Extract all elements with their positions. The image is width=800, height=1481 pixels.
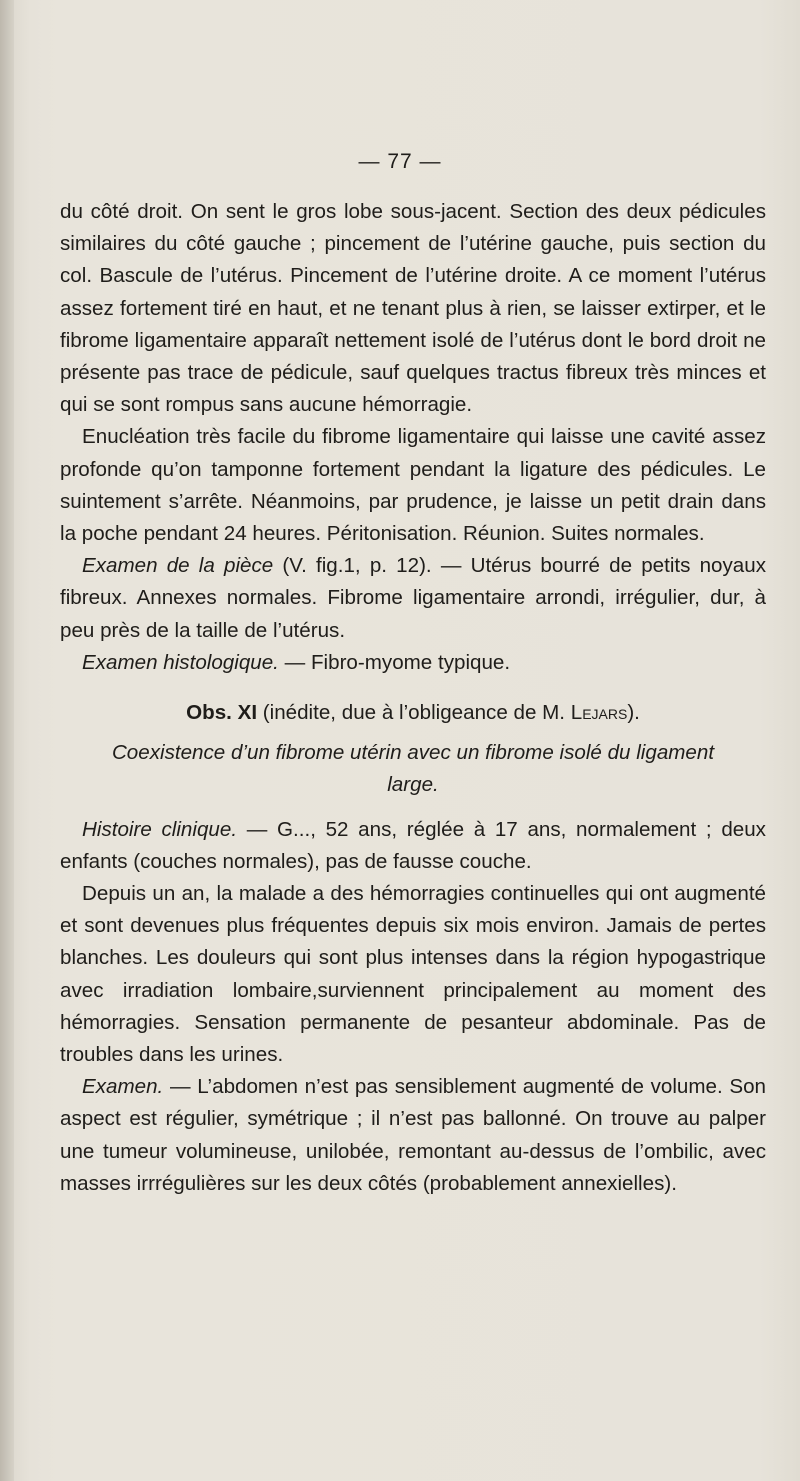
paragraph-2: Enucléation très facile du fibrome ligamentaire qui laisse une cavité assez profonde qu’on tamponne fortement pendant la ligature des pédicules. Le suintement s’arrête. Néanmoins, par prudence, je laisse un petit drain dans la poche pendant 24 heures. Péritonisation. Réunion. Suites normales. — [60, 425, 766, 546]
paragraph-6: Depuis un an, la malade a des hémorragies continuelles qui ont augmenté et sont devenues plus fréquentes depuis six mois environ. Jamais de pertes blanches. Les douleurs qui sont plus intenses dans la région hypogastrique avec irradiation lombaire,surviennent principalement au moment des hémorragies. Sensation permanente de pesanteur abdominale. Pas de troubles dans les urines. — [60, 882, 766, 1067]
body-text — [60, 196, 766, 1200]
examen-histologique-label: Examen histologique. — [82, 650, 279, 674]
page-edge-shadow — [0, 0, 14, 1481]
paragraph-histoire-clinique — [60, 814, 766, 878]
observation-label: Obs. XI — [186, 701, 258, 725]
examen-piece-label: Examen de la pièce — [82, 554, 274, 578]
page-number: — 77 — — [358, 150, 442, 173]
examen-text: — L’abdomen n’est pas sensiblement augmenté de volume. Son aspect est régulier, symétrique ; il n’est pas ballonné. On trouve au palper une tumeur volumineuse, unilobée, remontant au-dessus de l’ombilic, avec masses irrrégulières sur les deux côtés (probablement annexielles). — [60, 1075, 766, 1195]
histoire-clinique-text: — G..., 52 ans, réglée à 17 ans, normalement ; deux enfants (couches normales), pas de fausse couche. — [60, 817, 766, 873]
observation-heading — [60, 697, 766, 729]
paragraph-examen-piece — [60, 550, 766, 647]
examen-histologique-text: — Fibro-myome typique. — [278, 650, 511, 674]
observation-text-before: (inédite, due à l’obligeance de M. — [257, 701, 571, 725]
paragraph-1: du côté droit. On sent le gros lobe sous-jacent. Section des deux pédicules similaires du côté gauche ; pincement de l’utérine gauche, puis section du col. Bascule de l’utérus. Pincement de l’utérine droite. A ce moment l’utérus assez fortement tiré en haut, et ne tenant plus à rien, se laisser extirper, et le fibrome ligamentaire apparaît nettement isolé de l’utérus dont le bord droit ne présente pas trace de pédicule, sauf quelques tractus fibreux très minces et qui se sont rompus sans aucune hémorragie. — [60, 200, 766, 417]
observation-text-after: ). — [627, 701, 640, 725]
observation-subtitle: Coexistence d’un fibrome utérin avec un fibrome isolé du ligament large. — [111, 741, 715, 797]
examen-label: Examen. — [82, 1075, 164, 1099]
paragraph-examen-histologique — [60, 647, 766, 679]
observation-author: Lejars — [570, 701, 628, 725]
examen-piece-text: (V. fig.1, p. 12). — Utérus bourré de petits noyaux fibreux. Annexes normales. Fibrome ligamentaire arrondi, irrégulier, dur, à peu près de la taille de l’utérus. — [60, 554, 766, 642]
paragraph-examen — [60, 1071, 766, 1200]
histoire-clinique-label: Histoire clinique. — [82, 817, 238, 841]
